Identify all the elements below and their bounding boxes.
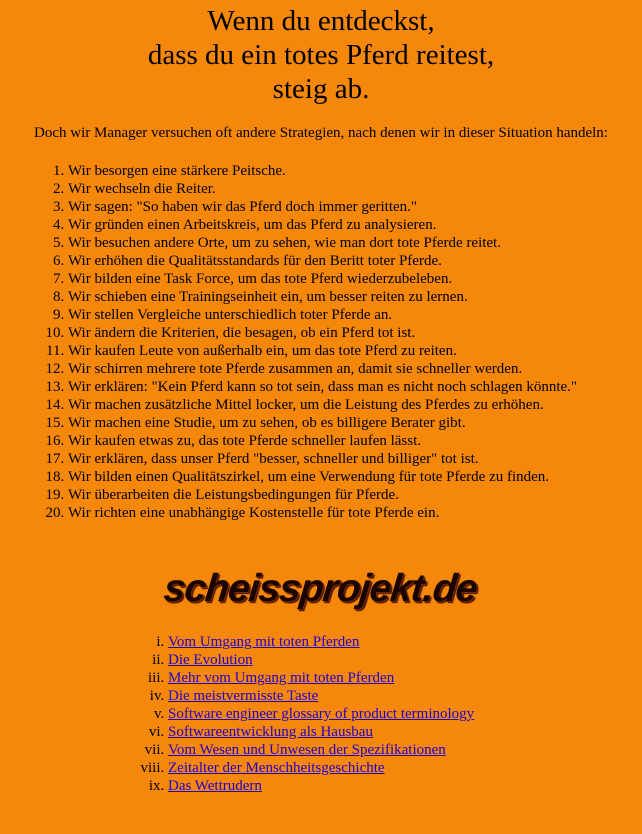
strategy-item: 17. Wir erklären, dass unser Pferd "besser, schneller und billiger" tot ist. — [68, 450, 642, 468]
strategy-item: 19. Wir überarbeiten die Leistungsbedingungen für Pferde. — [68, 486, 642, 504]
strategy-item: 14. Wir machen zusätzliche Mittel locker, um die Leistung des Pferdes zu erhöhen. — [68, 396, 642, 414]
link-list-item — [168, 777, 642, 795]
link-list-item — [168, 759, 642, 777]
page-title — [0, 4, 642, 106]
strategy-item: 7. Wir bilden eine Task Force, um das tote Pferd wiederzubeleben. — [68, 270, 642, 288]
strategy-item: 4. Wir gründen einen Arbeitskreis, um das Pferd zu analysieren. — [68, 216, 642, 234]
strategy-item: 10. Wir ändern die Kriterien, die besagen, ob ein Pferd tot ist. — [68, 324, 642, 342]
link-spezifikationen[interactable]: Vom Wesen und Unwesen der Spezifikationen — [168, 742, 446, 758]
strategy-item: 16. Wir kaufen etwas zu, das tote Pferde schneller laufen lässt. — [68, 432, 642, 450]
strategy-item: 13. Wir erklären: "Kein Pferd kann so tot sein, dass man es nicht noch schlagen könnte." — [68, 378, 642, 396]
strategy-item: 15. Wir machen eine Studie, um zu sehen, ob es billigere Berater gibt. — [68, 414, 642, 432]
strategy-list — [0, 162, 642, 522]
link-zeitalter[interactable]: Zeitalter der Menschheitsgeschichte — [168, 760, 385, 776]
link-list-item — [168, 669, 642, 687]
link-mehr-umgang[interactable]: Mehr vom Umgang mit toten Pferden — [168, 670, 395, 686]
strategy-item: 6. Wir erhöhen die Qualitätsstandards für den Beritt toter Pferde. — [68, 252, 642, 270]
strategy-item: 5. Wir besuchen andere Orte, um zu sehen, wie man dort tote Pferde reitet. — [68, 234, 642, 252]
link-wettrudern[interactable]: Das Wettrudern — [168, 778, 262, 794]
link-list-item — [168, 687, 642, 705]
related-links-list — [0, 633, 642, 795]
strategy-item: 12. Wir schirren mehrere tote Pferde zusammen an, damit sie schneller werden. — [68, 360, 642, 378]
link-glossary[interactable]: Software engineer glossary of product terminology — [168, 706, 475, 722]
intro-text: Doch wir Manager versuchen oft andere Strategien, nach denen wir in dieser Situation handeln: — [34, 125, 608, 141]
logo-container — [0, 567, 642, 617]
strategy-item: 2. Wir wechseln die Reiter. — [68, 180, 642, 198]
strategy-item: 3. Wir sagen: "So haben wir das Pferd doch immer geritten." — [68, 198, 642, 216]
link-list-item — [168, 723, 642, 741]
site-logo: scheissprojekt.de — [161, 567, 479, 610]
strategy-item: 1. Wir besorgen eine stärkere Peitsche. — [68, 162, 642, 180]
link-meistvermisste-taste[interactable]: Die meistvermisste Taste — [168, 688, 319, 704]
title-line-3: steig ab. — [272, 73, 370, 105]
link-evolution[interactable]: Die Evolution — [168, 652, 253, 668]
link-list-item — [168, 741, 642, 759]
link-list-item — [168, 633, 642, 651]
link-list-item — [168, 651, 642, 669]
title-line-2: dass du ein totes Pferd reitest, — [147, 39, 495, 71]
strategy-item: 9. Wir stellen Vergleiche unterschiedlich toter Pferde an. — [68, 306, 642, 324]
link-hausbau[interactable]: Softwareentwicklung als Hausbau — [168, 724, 373, 740]
link-list-item — [168, 705, 642, 723]
title-line-1: Wenn du entdeckst, — [207, 5, 435, 37]
strategy-item: 20. Wir richten eine unabhängige Kostenstelle für tote Pferde ein. — [68, 504, 642, 522]
strategy-item: 11. Wir kaufen Leute von außerhalb ein, um das tote Pferd zu reiten. — [68, 342, 642, 360]
link-umgang-tote-pferde[interactable]: Vom Umgang mit toten Pferden — [168, 634, 360, 650]
strategy-item: 8. Wir schieben eine Trainingseinheit ein, um besser reiten zu lernen. — [68, 288, 642, 306]
strategy-item: 18. Wir bilden einen Qualitätszirkel, um eine Verwendung für tote Pferde zu finden. — [68, 468, 642, 486]
